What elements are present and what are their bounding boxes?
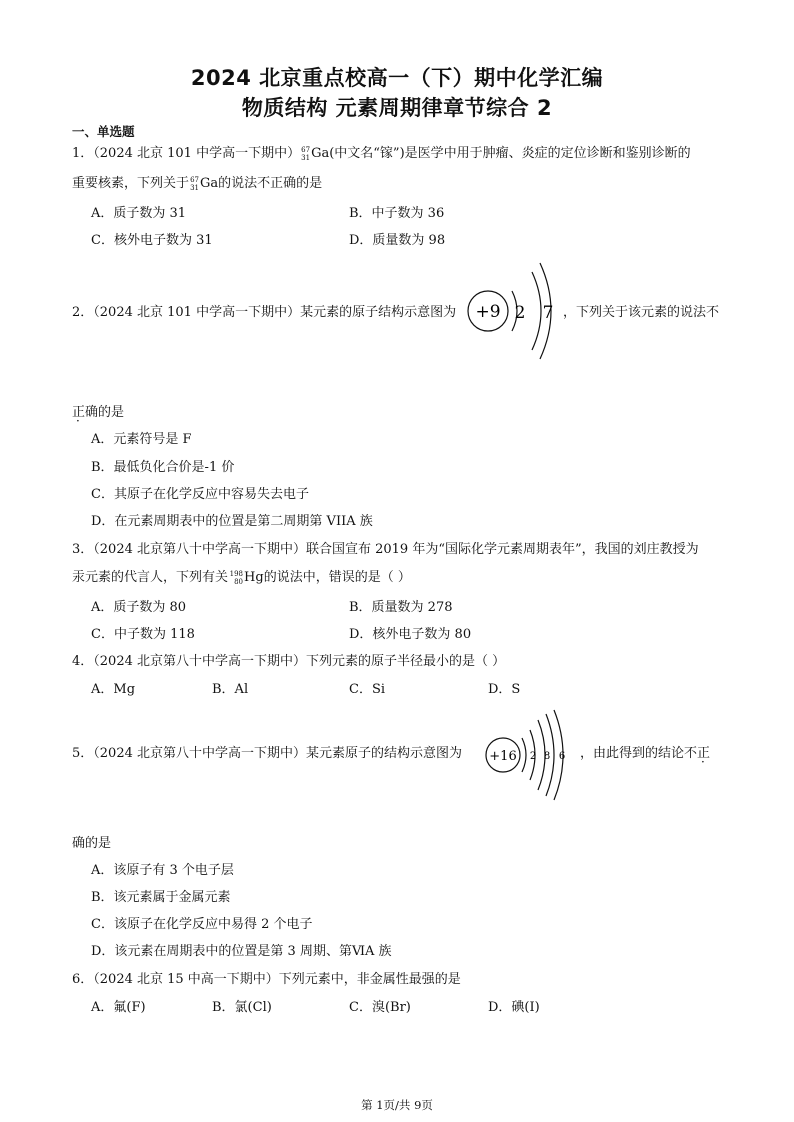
option-b[interactable]: B．Al bbox=[212, 682, 249, 697]
option-b[interactable]: B．氯(Cl) bbox=[212, 1000, 272, 1015]
option-d[interactable]: D．核外电子数为 80 bbox=[349, 627, 472, 642]
question-2-line-2: 正确的是 bbox=[72, 405, 125, 420]
nuclide-notation: 67 31 bbox=[301, 146, 311, 162]
element-symbol: Ga bbox=[311, 146, 330, 161]
nuclide-notation: 198 80 bbox=[229, 570, 244, 586]
question-1-line-2: 重要核素，下列关于 67 31 Ga的说法不正确的是 bbox=[72, 176, 323, 192]
shell-electrons: 8 bbox=[543, 751, 551, 762]
option-b[interactable]: B．质量数为 278 bbox=[349, 600, 453, 615]
option-b[interactable]: B．最低负化合价是-1 价 bbox=[91, 460, 235, 475]
option-a[interactable]: A．质子数为 31 bbox=[91, 206, 187, 221]
question-6-line-1: 6．（2024 北京 15 中高一下期中）下列元素中，非金属性最强的是 bbox=[72, 972, 461, 987]
option-a[interactable]: A．质子数为 80 bbox=[91, 600, 187, 615]
electron-shell-arc bbox=[532, 272, 541, 350]
page-subtitle: 物质结构 元素周期律章节综合 2 bbox=[241, 96, 553, 120]
nuclide-notation: 67 31 bbox=[190, 176, 200, 192]
atomic-structure-diagram bbox=[480, 708, 576, 802]
nucleus-charge: +9 bbox=[475, 302, 501, 322]
option-d[interactable]: D．在元素周期表中的位置是第二周期第 VIIA 族 bbox=[91, 514, 373, 529]
shell-electrons: 2 bbox=[514, 303, 526, 323]
option-c[interactable]: C．Si bbox=[349, 682, 386, 697]
shell-electrons: 6 bbox=[558, 751, 566, 762]
question-1-text: (中文名“镓”)是医学中用于肿瘤、炎症的定位诊断和鉴别诊断的 bbox=[329, 146, 691, 161]
question-5-line-2: 确的是 bbox=[72, 836, 112, 851]
question-5-line-1-end: ，由此得到的结论不正 bbox=[580, 746, 711, 761]
option-b[interactable]: B．中子数为 36 bbox=[349, 206, 445, 221]
option-b[interactable]: B．该元素属于金属元素 bbox=[91, 890, 231, 905]
question-5-line-1: 5．（2024 北京第八十中学高一下期中）某元素原子的结构示意图为 bbox=[72, 746, 462, 761]
option-c[interactable]: C．中子数为 118 bbox=[91, 627, 195, 642]
question-1-line-1 bbox=[72, 146, 691, 162]
shell-electrons: 7 bbox=[542, 303, 554, 323]
page-footer: 第 1页/共 9页 bbox=[361, 1098, 433, 1112]
option-d[interactable]: D．质量数为 98 bbox=[349, 233, 446, 248]
question-2-line-1-end: ，下列关于该元素的说法不 bbox=[563, 305, 720, 320]
option-c[interactable]: C．核外电子数为 31 bbox=[91, 233, 213, 248]
option-d[interactable]: D．碘(I) bbox=[488, 1000, 540, 1015]
option-a[interactable]: A．元素符号是 F bbox=[91, 432, 192, 447]
atomic-structure-diagram bbox=[462, 258, 566, 364]
option-d[interactable]: D．该元素在周期表中的位置是第 3 周期、第ⅥA 族 bbox=[91, 944, 392, 959]
question-4-line-1: 4．（2024 北京第八十中学高一下期中）下列元素的原子半径最小的是（ ） bbox=[72, 654, 506, 669]
question-2-line-1: 2．（2024 北京 101 中学高一下期中）某元素的原子结构示意图为 bbox=[72, 305, 457, 320]
electron-shell-arc bbox=[522, 738, 526, 772]
element-symbol: Hg bbox=[244, 570, 264, 585]
nucleus-charge: +16 bbox=[489, 749, 517, 764]
option-a[interactable]: A．该原子有 3 个电子层 bbox=[91, 863, 234, 878]
question-3-line-2: 汞元素的代言人，下列有关 198 80 Hg的说法中，错误的是（ ） bbox=[72, 570, 411, 586]
question-1-prefix: 1．（2024 北京 101 中学高一下期中） bbox=[72, 146, 301, 161]
section-heading: 一、单选题 bbox=[72, 124, 135, 139]
option-c[interactable]: C．该原子在化学反应中易得 2 个电子 bbox=[91, 917, 313, 932]
page-title: 2024 北京重点校高一（下）期中化学汇编 bbox=[190, 66, 604, 90]
option-c[interactable]: C．溴(Br) bbox=[349, 1000, 411, 1015]
option-c[interactable]: C．其原子在化学反应中容易失去电子 bbox=[91, 487, 309, 502]
option-d[interactable]: D．S bbox=[488, 682, 521, 697]
option-a[interactable]: A．Mg bbox=[91, 682, 136, 697]
option-a[interactable]: A．氟(F) bbox=[91, 1000, 146, 1015]
question-3-line-1: 3．（2024 北京第八十中学高一下期中）联合国宣布 2019 年为“国际化学元素周期表年”，我国的刘庄教授为 bbox=[72, 542, 699, 557]
element-symbol: Ga bbox=[200, 176, 219, 191]
shell-electrons: 2 bbox=[529, 751, 537, 762]
